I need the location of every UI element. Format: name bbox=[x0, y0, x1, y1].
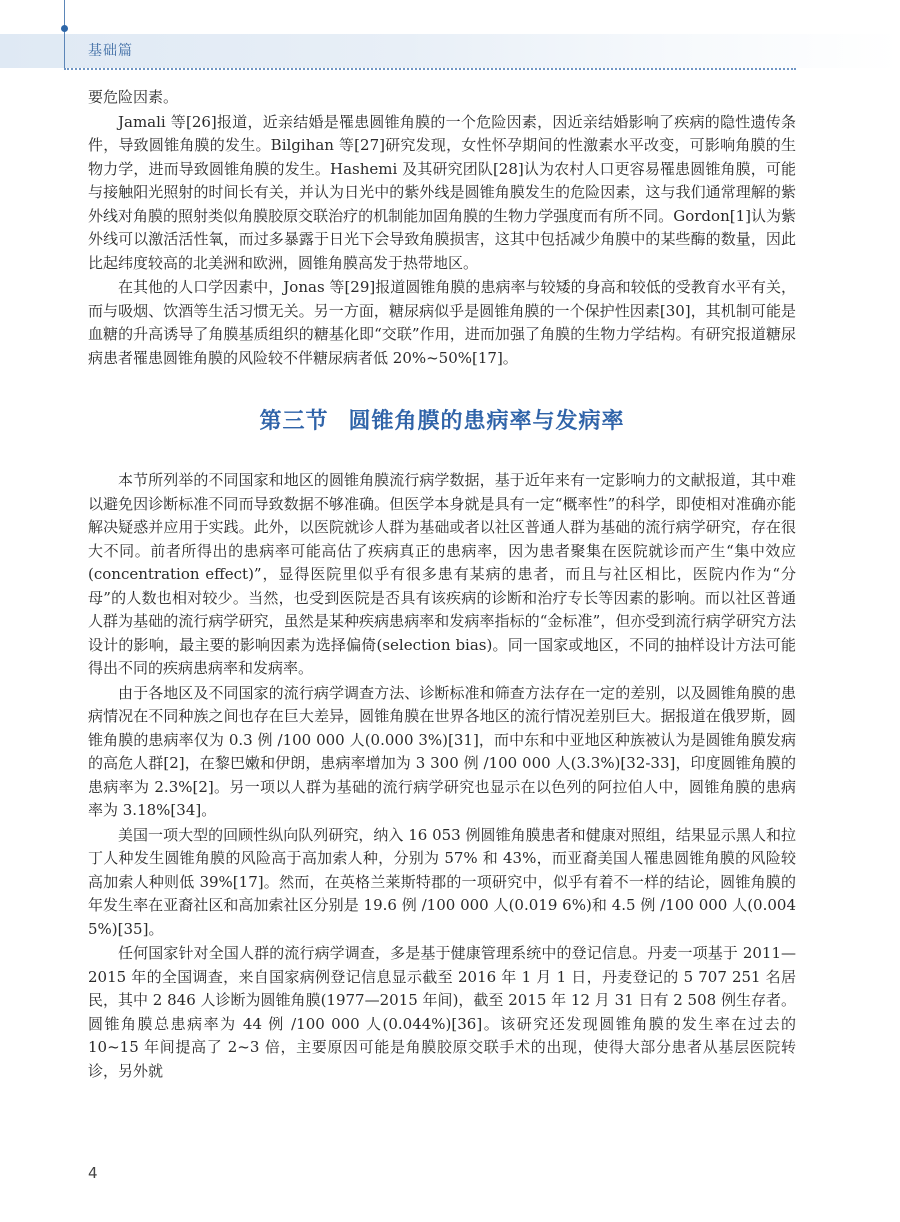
header-dotted-rule bbox=[64, 68, 796, 70]
header-vertical-rule bbox=[64, 0, 65, 70]
section-heading bbox=[88, 404, 796, 435]
header-band bbox=[0, 34, 900, 68]
page-body bbox=[88, 86, 796, 1084]
paragraph-continuation: 要危险因素。 bbox=[88, 88, 179, 106]
paragraph-denmark-survey: 任何国家针对全国人群的流行病学调查，多是基于健康管理系统中的登记信息。丹麦一项基于 2011—2015 年的全国调查，来自国家病例登记信息显示截至 2016 年 1 月 1 日，丹麦登记的 5 707 251 名居民，其中 2 846 人诊断为圆锥角膜(1977—2015 年间)，截至 2015 年 12 月 31 日有 2 508 例生存者。圆锥角膜总患病率为 44 例 /100 000 人(0.044%)[36]。该研究还发现圆锥角膜的发生率在过去的 10~15 年间提高了 2~3 倍，主要原因可能是角膜胶原交联手术的出现，使得大部分患者从基层医院转诊，另外就 bbox=[88, 944, 796, 1080]
running-header-label: 基础篇 bbox=[88, 43, 133, 59]
paragraph-regional-prevalence: 由于各地区及不同国家的流行病学调查方法、诊断标准和筛查方法存在一定的差别，以及圆锥角膜的患病情况在不同种族之间也存在巨大差异，圆锥角膜在世界各地区的流行情况差别巨大。据报道在俄罗斯，圆锥角膜的患病率仅为 0.3 例 /100 000 人(0.000 3%)[31]，而中东和中亚地区种族被认为是圆锥角膜发病的高危人群[2]，在黎巴嫩和伊朗，患病率增加为 3 300 例 /100 000 人(3.3%)[32-33]，印度圆锥角膜的患病率为 2.3%[2]。另一项以人群为基础的流行病学研究也显示在以色列的阿拉伯人中，圆锥角膜的患病率为 3.18%[34]。 bbox=[88, 683, 796, 819]
paragraph-risk-factors: Jamali 等[26]报道，近亲结婚是罹患圆锥角膜的一个危险因素，因近亲结婚影响了疾病的隐性遗传条件，导致圆锥角膜的发生。Bilgihan 等[27]研究发现，女性怀孕期间的性激素水平改变，可影响角膜的生物力学，进而导致圆锥角膜的发生。Hashemi 及其研究团队[28]认为农村人口更容易罹患圆锥角膜，可能与接触阳光照射的时间长有关，并认为日光中的紫外线是圆锥角膜发生的危险因素，这与我们通常理解的紫外线对角膜的照射类似角膜胶原交联治疗的机制能加固角膜的生物力学强度而有所不同。Gordon[1]认为紫外线可以激活活性氧，而过多暴露于日光下会导致角膜损害，这其中包括减少角膜中的某些酶的数量，因此比起纬度较高的北美洲和欧洲，圆锥角膜高发于热带地区。 bbox=[88, 112, 796, 272]
page-number: 4 bbox=[88, 1164, 98, 1182]
paragraph-demographics: 在其他的人口学因素中，Jonas 等[29]报道圆锥角膜的患病率与较矮的身高和较低的受教育水平有关，而与吸烟、饮酒等生活习惯无关。另一方面，糖尿病似乎是圆锥角膜的一个保护性因素[30]，其机制可能是血糖的升高诱导了角膜基质组织的糖基化即“交联”作用，进而加强了角膜的生物力学结构。有研究报道糖尿病患者罹患圆锥角膜的风险较不伴糖尿病者低 20%~50%[17]。 bbox=[88, 278, 796, 367]
paragraph-intro: 本节所列举的不同国家和地区的圆锥角膜流行病学数据，基于近年来有一定影响力的文献报道，其中难以避免因诊断标准不同而导致数据不够准确。但医学本身就是具有一定“概率性”的科学，即使相对准确亦能解决疑惑并应用于实践。此外，以医院就诊人群为基础或者以社区普通人群为基础的流行病学研究，存在很大不同。前者所得出的患病率可能高估了疾病真正的患病率，因为患者聚集在医院就诊而产生“集中效应(concentration effect)”，显得医院里似乎有很多患有某病的患者，而且与社区相比，医院内作为“分母”的人数也相对较少。当然，也受到医院是否具有该疾病的诊断和治疗专长等因素的影响。而以社区普通人群为基础的流行病学研究，虽然是某种疾病患病率和发病率指标的“金标准”，但亦受到流行病学研究方法设计的影响，最主要的影响因素为选择偏倚(selection bias)。同一国家或地区，不同的抽样设计方法可能得出不同的疾病患病率和发病率。 bbox=[88, 471, 796, 677]
section-title: 圆锥角膜的患病率与发病率 bbox=[348, 409, 625, 434]
header-bullet-icon bbox=[61, 25, 68, 32]
section-number: 第三节 bbox=[259, 409, 329, 434]
paragraph-us-cohort: 美国一项大型的回顾性纵向队列研究，纳入 16 053 例圆锥角膜患者和健康对照组，结果显示黑人和拉丁人种发生圆锥角膜的风险高于高加索人种，分别为 57% 和 43%，而亚裔美国人罹患圆锥角膜的风险较高加索人种则低 39%[17]。然而，在英格兰莱斯特郡的一项研究中，似乎有着不一样的结论，圆锥角膜的年发生率在亚裔社区和高加索社区分别是 19.6 例 /100 000 人(0.019 6%)和 4.5 例 /100 000 人(0.004 5%)[35]。 bbox=[88, 825, 796, 938]
